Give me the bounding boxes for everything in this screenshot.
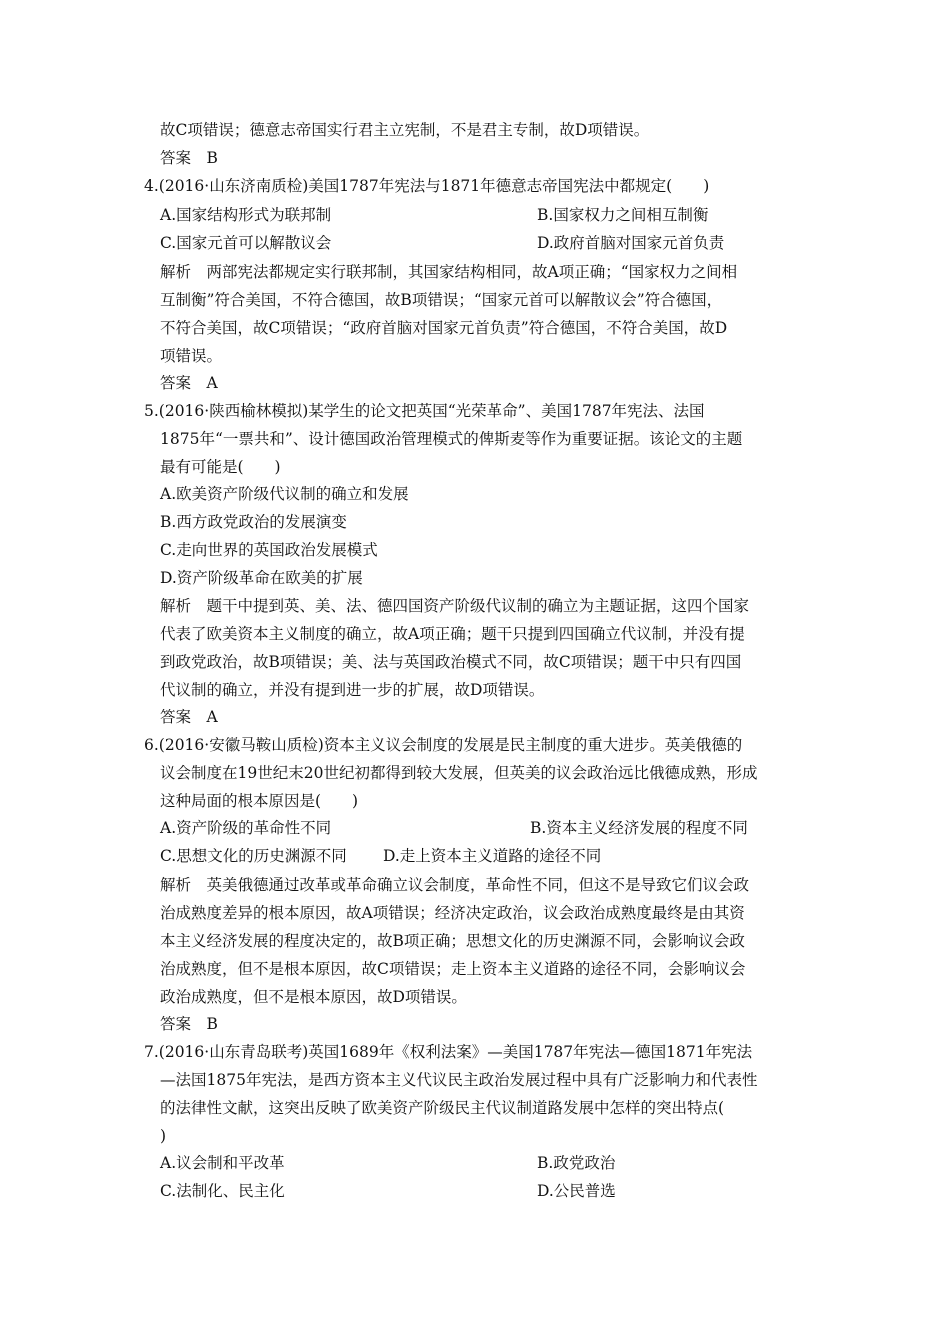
q6-option-d: D.走上资本主义道路的途径不同 [383,847,602,865]
q6-stem-line-3: 这种局面的根本原因是( ) [160,792,359,810]
q5-analysis-line-3: 到政党政治，故B项错误；美、法与英国政治模式不同，故C项错误；题干中只有四国 [160,653,742,671]
q4-analysis-line-1: 解析 两部宪法都规定实行联邦制，其国家结构相同，故A项正确；“国家权力之间相 [160,263,738,281]
q5-option-d: D.资产阶级革命在欧美的扩展 [160,569,363,587]
q4-stem: 4.(2016·山东济南质检)美国1787年宪法与1871年德意志帝国宪法中都规定( ) [144,177,710,195]
q5-option-c: C.走向世界的英国政治发展模式 [160,541,378,559]
q4-option-b: B.国家权力之间相互制衡 [537,206,709,224]
q6-answer: 答案 B [160,1015,218,1033]
q5-analysis-line-1: 解析 题干中提到英、美、法、德四国资产阶级代议制的确立为主题证据，这四个国家 [160,597,750,615]
q5-answer: 答案 A [160,708,218,726]
q5-analysis-line-4: 代议制的确立，并没有提到进一步的扩展，故D项错误。 [160,681,545,699]
q5-stem-line-1: 5.(2016·陕西榆林模拟)某学生的论文把英国“光荣革命”、美国1787年宪法、法国 [144,402,705,420]
q4-answer: 答案 A [160,374,218,392]
q7-stem-line-4: ) [160,1127,167,1145]
q4-analysis-line-3: 不符合美国，故C项错误；“政府首脑对国家元首负责”符合德国，不符合美国，故D [160,319,728,337]
q7-stem-line-1: 7.(2016·山东青岛联考)英国1689年《权利法案》—美国1787年宪法—德国1871年宪法 [144,1043,753,1061]
q7-option-c: C.法制化、民主化 [160,1182,285,1200]
q6-option-b: B.资本主义经济发展的程度不同 [530,819,748,837]
q5-stem-line-3: 最有可能是( ) [160,458,281,476]
q3-tail-line: 故C项错误；德意志帝国实行君主立宪制，不是君主专制，故D项错误。 [160,121,650,139]
q6-analysis-line-4: 治成熟度，但不是根本原因，故C项错误；走上资本主义道路的途径不同，会影响议会 [160,960,746,978]
q6-stem-line-2: 议会制度在19世纪末20世纪初都得到较大发展，但英美的议会政治远比俄德成熟，形成 [160,764,758,782]
q4-analysis-line-4: 项错误。 [160,347,223,365]
q7-option-a: A.议会制和平改革 [160,1154,285,1172]
q6-stem-line-1: 6.(2016·安徽马鞍山质检)资本主义议会制度的发展是民主制度的重大进步。英美俄德的 [144,736,743,754]
q4-analysis-line-2: 互制衡”符合美国，不符合德国，故B项错误；“国家元首可以解散议会”符合德国， [160,291,723,309]
q5-option-a: A.欧美资产阶级代议制的确立和发展 [160,485,409,503]
q3-answer: 答案 B [160,149,218,167]
q5-option-b: B.西方政党政治的发展演变 [160,513,347,531]
q7-option-b: B.政党政治 [537,1154,616,1172]
q6-option-a: A.资产阶级的革命性不同 [160,819,332,837]
q7-stem-line-2: —法国1875年宪法，是西方资本主义代议民主政治发展过程中具有广泛影响力和代表性 [160,1071,758,1089]
q7-stem-line-3: 的法律性文献，这突出反映了欧美资产阶级民主代议制道路发展中怎样的突出特点( [160,1099,725,1117]
q6-analysis-line-2: 治成熟度差异的根本原因，故A项错误；经济决定政治，议会政治成熟度最终是由其资 [160,904,745,922]
q6-option-c: C.思想文化的历史渊源不同 [160,847,347,865]
q4-option-c: C.国家元首可以解散议会 [160,234,332,252]
q7-option-d: D.公民普选 [537,1182,616,1200]
q4-option-d: D.政府首脑对国家元首负责 [537,234,725,252]
q6-analysis-line-3: 本主义经济发展的程度决定的，故B项正确；思想文化的历史渊源不同，会影响议会政 [160,932,745,950]
q6-analysis-line-5: 政治成熟度，但不是根本原因，故D项错误。 [160,988,467,1006]
q4-option-a: A.国家结构形式为联邦制 [160,206,332,224]
q5-analysis-line-2: 代表了欧美资本主义制度的确立，故A项正确；题干只提到四国确立代议制，并没有提 [160,625,745,643]
q6-analysis-line-1: 解析 英美俄德通过改革或革命确立议会制度，革命性不同，但这不是导致它们议会政 [160,876,750,894]
q5-stem-line-2: 1875年“一票共和”、设计德国政治管理模式的俾斯麦等作为重要证据。该论文的主题 [160,430,743,448]
